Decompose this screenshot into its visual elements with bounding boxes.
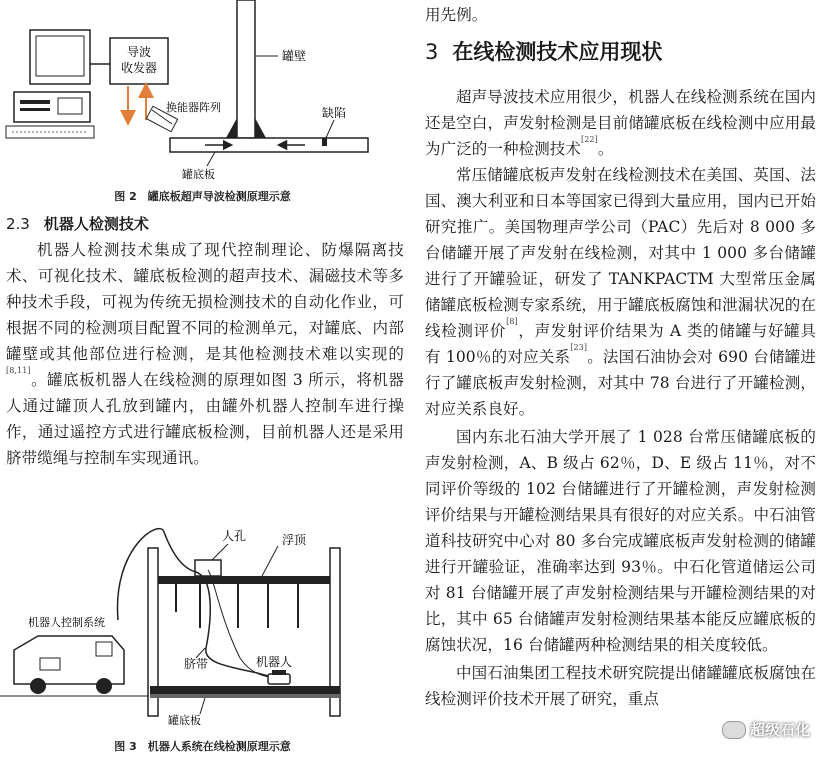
section-number: 3	[425, 40, 439, 64]
figure-3-caption: 图 3 机器人系统在线检测原理示意	[114, 740, 291, 753]
citation: [8]	[506, 317, 518, 326]
top-line: 用先例。	[425, 6, 488, 24]
left-column	[0, 0, 405, 762]
figure-3	[0, 508, 405, 733]
floor-label: 罐底板	[182, 168, 215, 181]
paragraph	[425, 84, 816, 162]
robot-label: 机器人	[256, 655, 293, 669]
citation: [8,11]	[6, 366, 31, 375]
control-system-label: 机器人控制系统	[28, 616, 105, 629]
array-label: 换能器阵列	[166, 101, 221, 114]
citation: [22]	[581, 135, 598, 144]
figure-2	[0, 0, 405, 185]
umbilical-label: 脐带	[184, 657, 209, 671]
computer-icon	[6, 30, 94, 138]
section-title: 机器人检测技术	[43, 215, 149, 233]
wechat-icon	[722, 721, 746, 739]
float-roof-label: 浮顶	[282, 533, 307, 547]
section-3-heading	[425, 36, 662, 66]
paragraph-text: 机器人检测技术集成了现代控制理论、防爆隔离技术、可视化技术、罐底板检测的超声技术、漏磁技术等多种技术手段，可视为传统无损检测技术的自动化作业，可根据不同的检测项目配置不同的检测单元，对罐底、内部罐壁或其他部位进行检测，是其他检测技术难以实现的	[6, 241, 404, 363]
paragraph: 国内东北石油大学开展了 1 028 台常压储罐底板的声发射检测，A、B 级占 62％，D、E 级占 11％，对不同评价等级的 102 台储罐进行了开罐检测，声发射检测评价结果与开罐检测结果具有很好的对应关系。中石油管道科技研究中心对 80 多台完成罐底板声发射检测的储罐进行开罐验证，准确率达到 93％。中石化管道储运公司对 81 台储罐开展了声发射检测结果与开罐检测结果的对比，其中 65 台储罐声发射检测结果基本能反应罐底板的腐蚀状况，16 台储罐两种检测结果的相关度较低。	[425, 428, 816, 654]
tank-floor	[150, 686, 340, 694]
robot-icon	[268, 670, 290, 684]
paragraph	[425, 162, 816, 422]
section-title: 在线检测技术应用现状	[452, 40, 663, 64]
paragraph	[6, 237, 404, 471]
paragraph: 中国石油集团工程技术研究院提出储罐罐底板腐蚀在线检测评价技术开展了研究，重点	[425, 664, 816, 708]
floor-plate	[170, 138, 368, 152]
right-column	[425, 0, 816, 762]
wall-label: 罐壁	[282, 49, 307, 63]
section-number: 2.3	[6, 215, 30, 233]
section-2-3-heading	[6, 213, 404, 234]
figure-2-caption: 图 2 罐底板超声导波检测原理示意	[114, 190, 291, 203]
transceiver-label-1: 导波	[126, 45, 152, 59]
floating-roof	[158, 576, 330, 584]
floor-label: 罐底板	[168, 714, 201, 727]
paragraph-text: 。法国石油协会对 690 台储罐进行了罐底板声发射检测，对其中 78 台进行了开罐检测，对应关系良好。	[425, 348, 816, 418]
manhole-label: 人孔	[222, 529, 247, 543]
paragraph-text: 。	[597, 140, 614, 158]
paragraph-text: 。罐底板机器人在线检测的原理如图 3 所示，将机器人通过罐顶人孔放到罐内，由罐外机器人控制车进行操作，通过遥控方式进行罐底板检测，目前机器人还是采用脐带缆绳与控制车实现通讯。	[6, 371, 404, 467]
citation: [23]	[570, 343, 588, 352]
defect-label: 缺陷	[322, 106, 347, 120]
watermark-text: 超级石化	[749, 721, 810, 739]
watermark	[722, 719, 810, 740]
tank-wall	[237, 0, 255, 138]
transceiver-label-2: 收发器	[120, 61, 158, 75]
umbilical-cable	[117, 529, 274, 678]
paragraph-text: 常压储罐底板声发射在线检测技术在美国、英国、法国、澳大利亚和日本等国家已得到大量应用，国内已开始研究推广。美国物理声学公司（PAC）先后对 8 000 多台储罐开展了声发射在线检测，对其中 1 000 多台储罐进行了开罐验证，研发了 TANKPACTM 大型常压金属储罐底板检测专家系统，用于罐底板腐蚀和泄漏状况的在线检测评价	[425, 166, 816, 340]
paragraph-text: ，声发射评价结果为 A 类的储罐与好罐具有 100％的对应关系	[425, 322, 816, 366]
paragraph-text: 超声导波技术应用很少，机器人在线检测系统在国内还是空白，声发射检测是目前储罐底板在线检测中应用最为广泛的一种检测技术	[425, 88, 816, 158]
control-truck-icon	[14, 636, 124, 694]
